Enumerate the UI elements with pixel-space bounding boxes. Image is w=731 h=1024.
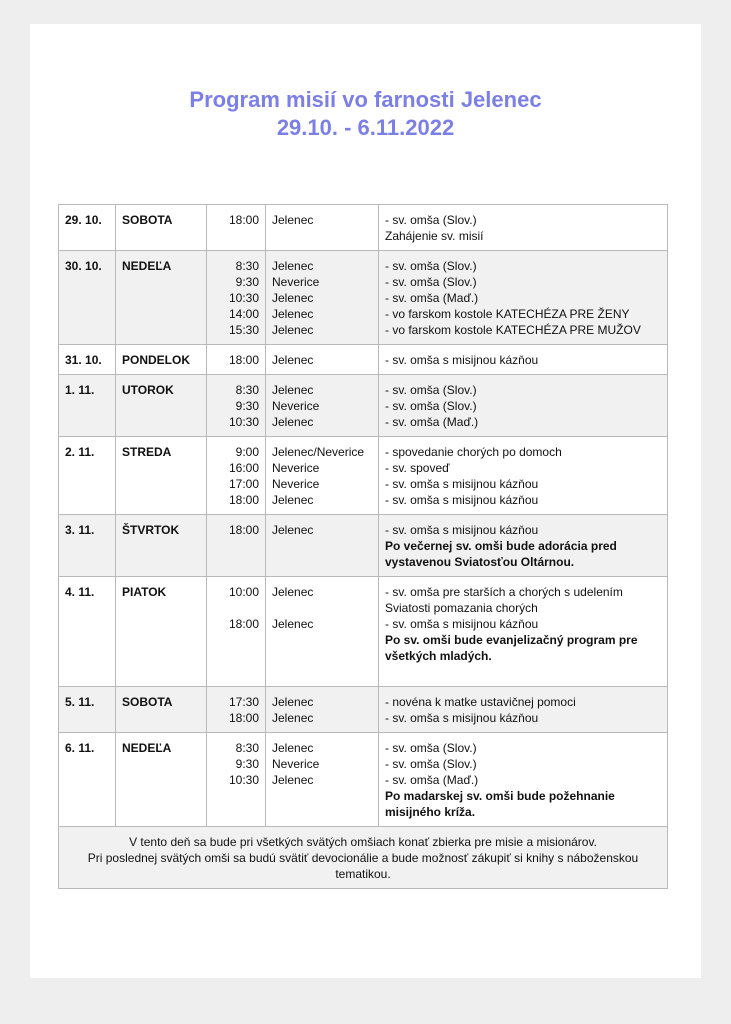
- day-cell: [116, 251, 207, 345]
- day-cell: [116, 205, 207, 251]
- time-line: 14:00: [228, 307, 259, 321]
- place-cell: [266, 577, 379, 687]
- time-line: 18:00: [228, 213, 259, 227]
- place-line: Neverice: [272, 757, 320, 771]
- time-line: 18:00: [228, 617, 259, 631]
- place-cell: [266, 375, 379, 437]
- document-title: [30, 86, 701, 142]
- date-text: 1. 11.: [65, 383, 95, 397]
- time-cell: [207, 345, 266, 375]
- day-text: STREDA: [122, 445, 172, 459]
- time-line: 10:30: [228, 773, 259, 787]
- date-text: 30. 10.: [65, 259, 102, 273]
- footer-row: [59, 827, 668, 889]
- day-text: NEDEĽA: [122, 259, 172, 273]
- place-cell: [266, 205, 379, 251]
- time-line: 10:30: [228, 415, 259, 429]
- place-line: [272, 664, 372, 680]
- time-line: 17:00: [228, 477, 259, 491]
- date-cell: [59, 251, 116, 345]
- place-line: [272, 554, 372, 570]
- place-line: Jelenec: [272, 383, 314, 397]
- date-cell: [59, 375, 116, 437]
- time-line: 17:30: [228, 695, 259, 709]
- description-cell: [379, 375, 668, 437]
- schedule-row: [59, 251, 668, 345]
- place-line: Jelenec: [272, 415, 314, 429]
- time-line: [213, 664, 259, 680]
- schedule-row: [59, 345, 668, 375]
- place-line: [272, 632, 372, 648]
- description-line: [385, 664, 661, 680]
- time-line: 10:00: [228, 585, 259, 599]
- description-line: misijného kríža.: [385, 805, 476, 819]
- title-line-2: 29.10. - 6.11.2022: [276, 115, 455, 140]
- description-line: - sv. omša s misijnou kázňou: [385, 711, 539, 725]
- schedule-row: [59, 205, 668, 251]
- time-line: 8:30: [235, 741, 259, 755]
- time-line: [213, 804, 259, 820]
- place-line: Jelenec: [272, 741, 314, 755]
- day-text: SOBOTA: [122, 213, 173, 227]
- time-line: [213, 632, 259, 648]
- time-cell: [207, 577, 266, 687]
- footer-note: [59, 827, 668, 889]
- time-line: 15:30: [228, 323, 259, 337]
- description-line: - sv. omša (Slov.): [385, 757, 477, 771]
- time-cell: [207, 515, 266, 577]
- time-line: 18:00: [228, 711, 259, 725]
- day-cell: [116, 345, 207, 375]
- date-text: 29. 10.: [65, 213, 102, 227]
- day-text: NEDEĽA: [122, 741, 172, 755]
- day-text: PIATOK: [122, 585, 167, 599]
- place-line: Jelenec: [272, 695, 314, 709]
- title-line-1: Program misií vo farnosti Jelenec: [189, 87, 542, 112]
- time-line: 18:00: [228, 523, 259, 537]
- place-cell: [266, 251, 379, 345]
- description-cell: [379, 577, 668, 687]
- time-cell: [207, 733, 266, 827]
- place-line: Jelenec: [272, 259, 314, 273]
- description-line: - vo farskom kostole KATECHÉZA PRE MUŽOV: [385, 323, 641, 337]
- time-cell: [207, 437, 266, 515]
- date-cell: [59, 733, 116, 827]
- day-cell: [116, 437, 207, 515]
- date-cell: [59, 205, 116, 251]
- time-line: 9:30: [235, 757, 259, 771]
- date-cell: [59, 577, 116, 687]
- place-line: Jelenec: [272, 353, 314, 367]
- place-line: [272, 538, 372, 554]
- place-line: [272, 600, 372, 616]
- description-cell: [379, 733, 668, 827]
- place-line: [272, 788, 372, 804]
- schedule-row: [59, 515, 668, 577]
- schedule-row: [59, 733, 668, 827]
- description-cell: [379, 437, 668, 515]
- schedule-row: [59, 437, 668, 515]
- place-line: Neverice: [272, 275, 320, 289]
- time-line: [213, 648, 259, 664]
- description-line: - sv. spoveď: [385, 461, 450, 475]
- place-line: Jelenec: [272, 323, 314, 337]
- place-line: Jelenec: [272, 617, 314, 631]
- footer-line-2: Pri poslednej svätých omši sa budú svätiť devocionálie a bude možnosť zákupiť si knihy s náboženskou: [87, 851, 639, 865]
- place-line: Jelenec: [272, 711, 314, 725]
- day-cell: [116, 375, 207, 437]
- place-line: [272, 804, 372, 820]
- place-line: Jelenec: [272, 213, 314, 227]
- place-line: Jelenec: [272, 523, 314, 537]
- place-line: Neverice: [272, 477, 320, 491]
- description-line: všetkých mladých.: [385, 649, 492, 663]
- place-line: Jelenec: [272, 307, 314, 321]
- place-line: Jelenec: [272, 493, 314, 507]
- description-cell: [379, 205, 668, 251]
- description-line: - sv. omša (Maď.): [385, 773, 479, 787]
- date-text: 6. 11.: [65, 741, 95, 755]
- description-cell: [379, 515, 668, 577]
- date-text: 5. 11.: [65, 695, 95, 709]
- time-line: 18:00: [228, 493, 259, 507]
- time-cell: [207, 375, 266, 437]
- document-page: [30, 24, 701, 978]
- place-line: Neverice: [272, 399, 320, 413]
- description-line: Zahájenie sv. misií: [385, 229, 484, 243]
- description-line: - sv. omša s misijnou kázňou: [385, 617, 539, 631]
- date-text: 3. 11.: [65, 523, 95, 537]
- time-line: [213, 554, 259, 570]
- description-line: Sviatosti pomazania chorých: [385, 601, 538, 615]
- time-cell: [207, 205, 266, 251]
- day-text: ŠTVRTOK: [122, 523, 180, 537]
- place-cell: [266, 437, 379, 515]
- schedule-row: [59, 687, 668, 733]
- date-text: 31. 10.: [65, 353, 102, 367]
- time-line: 9:30: [235, 399, 259, 413]
- place-line: [272, 648, 372, 664]
- day-text: UTOROK: [122, 383, 174, 397]
- description-line: - sv. omša (Slov.): [385, 275, 477, 289]
- description-line: - sv. omša pre starších a chorých s udelením: [385, 585, 623, 599]
- day-cell: [116, 515, 207, 577]
- description-line: - sv. omša (Maď.): [385, 415, 479, 429]
- description-line: - sv. omša (Slov.): [385, 741, 477, 755]
- mission-schedule-table: [58, 204, 668, 889]
- description-line: - sv. omša (Slov.): [385, 399, 477, 413]
- description-line: - novéna k matke ustavičnej pomoci: [385, 695, 576, 709]
- place-cell: [266, 687, 379, 733]
- description-line: - vo farskom kostole KATECHÉZA PRE ŽENY: [385, 307, 630, 321]
- time-line: [213, 538, 259, 554]
- time-cell: [207, 251, 266, 345]
- day-text: PONDELOK: [122, 353, 191, 367]
- description-line: Po večernej sv. omši bude adorácia pred: [385, 539, 617, 553]
- description-cell: [379, 251, 668, 345]
- date-cell: [59, 687, 116, 733]
- time-line: [213, 600, 259, 616]
- time-line: [213, 788, 259, 804]
- description-line: - sv. omša s misijnou kázňou: [385, 493, 539, 507]
- description-cell: [379, 687, 668, 733]
- description-line: - sv. omša (Slov.): [385, 213, 477, 227]
- time-line: 16:00: [228, 461, 259, 475]
- place-line: [272, 228, 372, 244]
- place-line: Jelenec: [272, 585, 314, 599]
- place-line: Jelenec: [272, 291, 314, 305]
- description-line: - sv. omša (Slov.): [385, 383, 477, 397]
- footer-line-1: V tento deň sa bude pri všetkých svätých omšiach konať zbierka pre misie a misionárov.: [129, 835, 597, 849]
- date-text: 2. 11.: [65, 445, 95, 459]
- description-line: Po madarskej sv. omši bude požehnanie: [385, 789, 615, 803]
- description-line: - spovedanie chorých po domoch: [385, 445, 562, 459]
- day-text: SOBOTA: [122, 695, 173, 709]
- description-line: - sv. omša (Slov.): [385, 259, 477, 273]
- place-line: Jelenec/Neverice: [272, 445, 365, 459]
- time-line: 18:00: [228, 353, 259, 367]
- footer-line-3: tematikou.: [335, 867, 391, 881]
- day-cell: [116, 733, 207, 827]
- place-line: Jelenec: [272, 773, 314, 787]
- date-cell: [59, 437, 116, 515]
- time-cell: [207, 687, 266, 733]
- schedule-row: [59, 577, 668, 687]
- place-cell: [266, 733, 379, 827]
- description-line: - sv. omša s misijnou kázňou: [385, 523, 539, 537]
- place-line: Neverice: [272, 461, 320, 475]
- description-cell: [379, 345, 668, 375]
- day-cell: [116, 577, 207, 687]
- schedule-row: [59, 375, 668, 437]
- schedule-body: [59, 205, 668, 827]
- time-line: 8:30: [235, 259, 259, 273]
- description-line: - sv. omša (Maď.): [385, 291, 479, 305]
- time-line: 9:00: [235, 445, 259, 459]
- time-line: 9:30: [235, 275, 259, 289]
- place-cell: [266, 345, 379, 375]
- time-line: 10:30: [228, 291, 259, 305]
- date-cell: [59, 515, 116, 577]
- description-line: vystavenou Sviatosťou Oltárnou.: [385, 555, 575, 569]
- date-cell: [59, 345, 116, 375]
- place-cell: [266, 515, 379, 577]
- description-line: - sv. omša s misijnou kázňou: [385, 477, 539, 491]
- time-line: 8:30: [235, 383, 259, 397]
- description-line: Po sv. omši bude evanjelizačný program pre: [385, 633, 638, 647]
- time-line: [213, 228, 259, 244]
- day-cell: [116, 687, 207, 733]
- description-line: - sv. omša s misijnou kázňou: [385, 353, 539, 367]
- date-text: 4. 11.: [65, 585, 95, 599]
